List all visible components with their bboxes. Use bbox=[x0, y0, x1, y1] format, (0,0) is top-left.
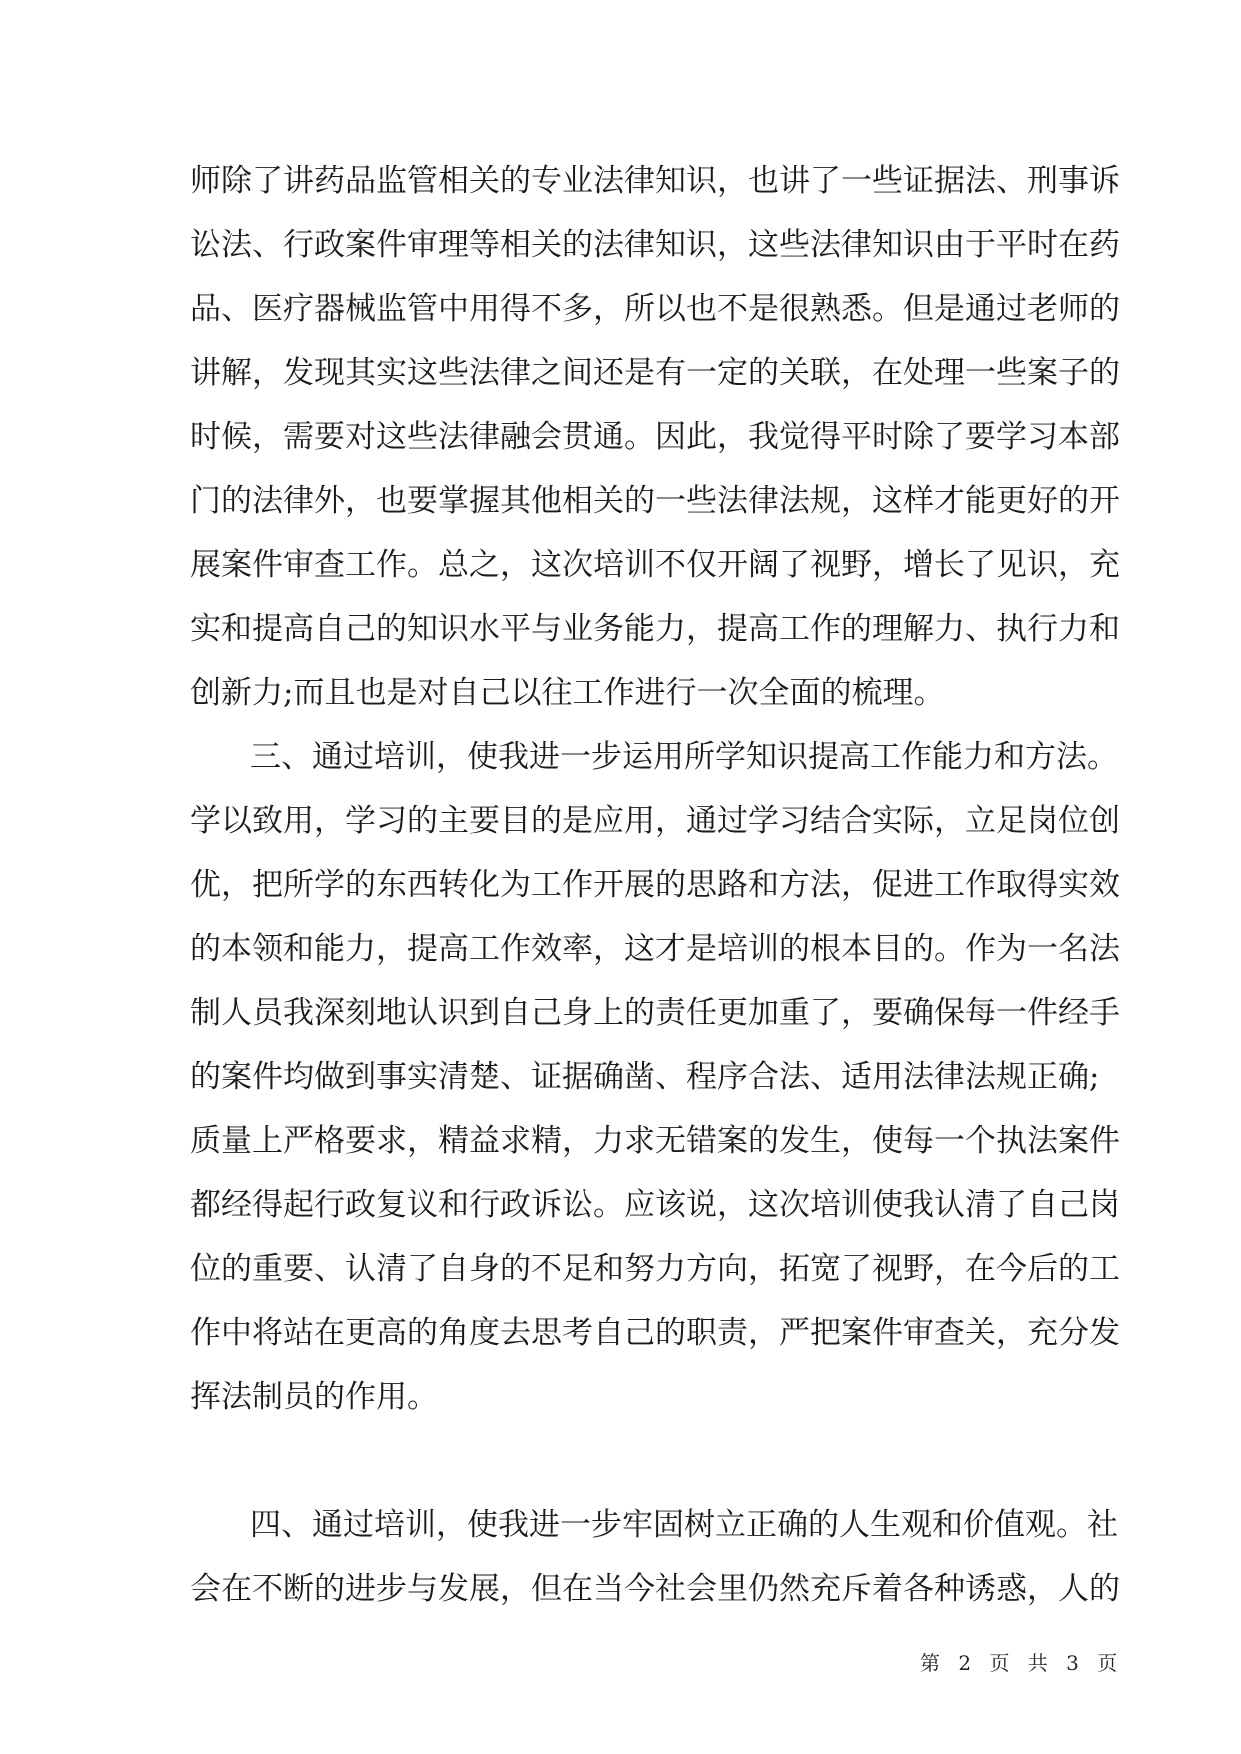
paragraph-line: 展案件审查工作。总之，这次培训不仅开阔了视野，增长了见识，充 bbox=[190, 547, 1120, 583]
paragraph-line: 品、医疗器械监管中用得不多，所以也不是很熟悉。但是通过老师的 bbox=[190, 291, 1120, 327]
paragraph-1 bbox=[190, 149, 1120, 725]
paragraph-line: 会在不断的进步与发展，但在当今社会里仍然充斥着各种诱惑，人的 bbox=[190, 1571, 1120, 1607]
paragraph-heading-line: 三、通过培训，使我进一步运用所学知识提高工作能力和方法。 bbox=[250, 739, 1118, 775]
paragraph-line: 学以致用，学习的主要目的是应用，通过学习结合实际，立足岗位创 bbox=[190, 803, 1120, 839]
paragraph-2 bbox=[190, 725, 1120, 1429]
paragraph-line: 讲解，发现其实这些法律之间还是有一定的关联，在处理一些案子的 bbox=[190, 355, 1120, 391]
page-number-footer: 第 2 页 共 3 页 bbox=[920, 1651, 1124, 1675]
paragraph-heading-line: 四、通过培训，使我进一步牢固树立正确的人生观和价值观。社 bbox=[250, 1507, 1118, 1543]
paragraph-line: 门的法律外，也要掌握其他相关的一些法律法规，这样才能更好的开 bbox=[190, 483, 1120, 519]
paragraph-line: 创新力;而且也是对自己以往工作进行一次全面的梳理。 bbox=[190, 675, 945, 711]
paragraph-line: 师除了讲药品监管相关的专业法律知识，也讲了一些证据法、刑事诉 bbox=[190, 163, 1120, 199]
paragraph-line: 的本领和能力，提高工作效率，这才是培训的根本目的。作为一名法 bbox=[190, 931, 1120, 967]
paragraph-line: 质量上严格要求，精益求精，力求无错案的发生，使每一个执法案件 bbox=[190, 1123, 1120, 1159]
paragraph-line: 的案件均做到事实清楚、证据确凿、程序合法、适用法律法规正确; bbox=[190, 1059, 1100, 1095]
paragraph-line: 挥法制员的作用。 bbox=[190, 1379, 438, 1415]
paragraph-line: 实和提高自己的知识水平与业务能力，提高工作的理解力、执行力和 bbox=[190, 611, 1120, 647]
paragraph-line: 制人员我深刻地认识到自己身上的责任更加重了，要确保每一件经手 bbox=[190, 995, 1120, 1031]
paragraph-line: 作中将站在更高的角度去思考自己的职责，严把案件审查关，充分发 bbox=[190, 1315, 1120, 1351]
paragraph-line: 优，把所学的东西转化为工作开展的思路和方法，促进工作取得实效 bbox=[190, 867, 1120, 903]
paragraph-3 bbox=[190, 1493, 1120, 1621]
paragraph-line: 位的重要、认清了自身的不足和努力方向，拓宽了视野，在今后的工 bbox=[190, 1251, 1120, 1287]
paragraph-line: 讼法、行政案件审理等相关的法律知识，这些法律知识由于平时在药 bbox=[190, 227, 1120, 263]
paragraph-line: 都经得起行政复议和行政诉讼。应该说，这次培训使我认清了自己岗 bbox=[190, 1187, 1120, 1223]
paragraph-line: 时候，需要对这些法律融会贯通。因此，我觉得平时除了要学习本部 bbox=[190, 419, 1120, 455]
